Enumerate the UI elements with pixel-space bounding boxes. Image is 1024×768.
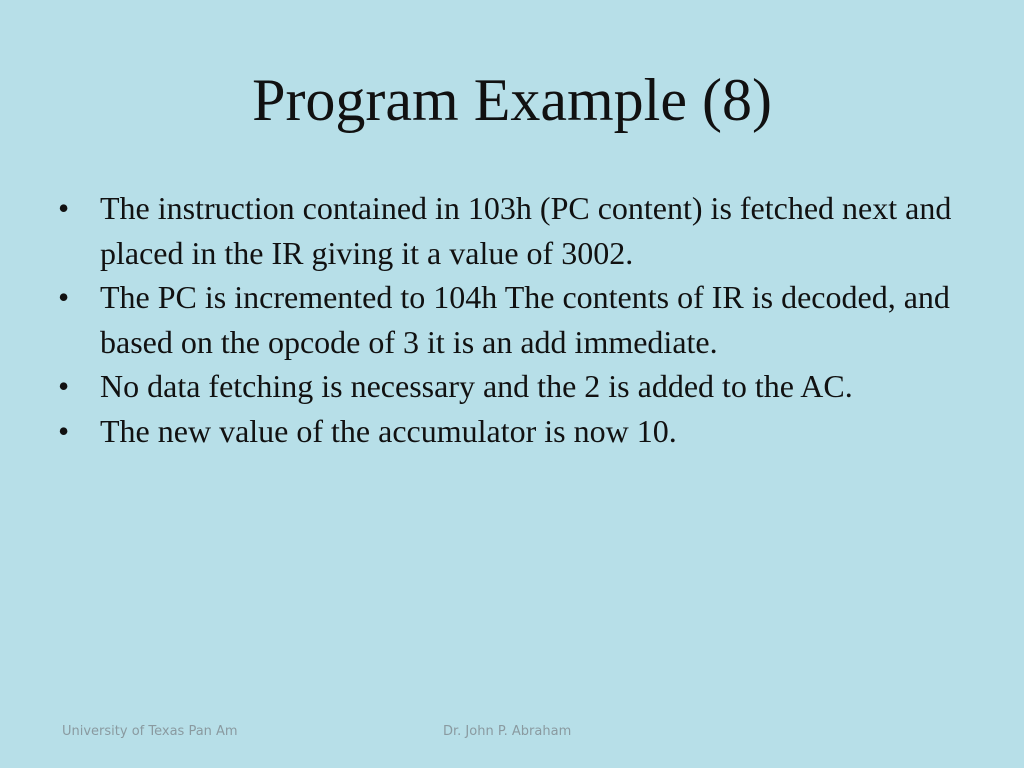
bullet-text: No data fetching is necessary and the 2 is added to the AC.	[100, 368, 853, 404]
bullet-list	[58, 186, 958, 453]
footer-institution: University of Texas Pan Am	[62, 724, 238, 739]
bullet-text: The PC is incremented to 104h The contents of IR is decoded, and based on the opcode of 3 it is an add immediate.	[100, 279, 950, 360]
bullet-item	[58, 275, 958, 364]
footer-author: Dr. John P. Abraham	[443, 724, 572, 739]
bullet-icon: •	[58, 279, 70, 315]
slide-title: Program Example (8)	[252, 67, 772, 133]
bullet-item	[58, 186, 958, 275]
bullet-text: The instruction contained in 103h (PC content) is fetched next and placed in the IR giving it a value of 3002.	[100, 190, 952, 271]
bullet-text: The new value of the accumulator is now 10.	[100, 412, 677, 449]
bullet-icon: •	[58, 412, 70, 449]
bullet-icon: •	[58, 368, 70, 404]
bullet-item	[58, 409, 958, 454]
bullet-item	[58, 364, 958, 409]
bullet-icon: •	[58, 190, 70, 226]
